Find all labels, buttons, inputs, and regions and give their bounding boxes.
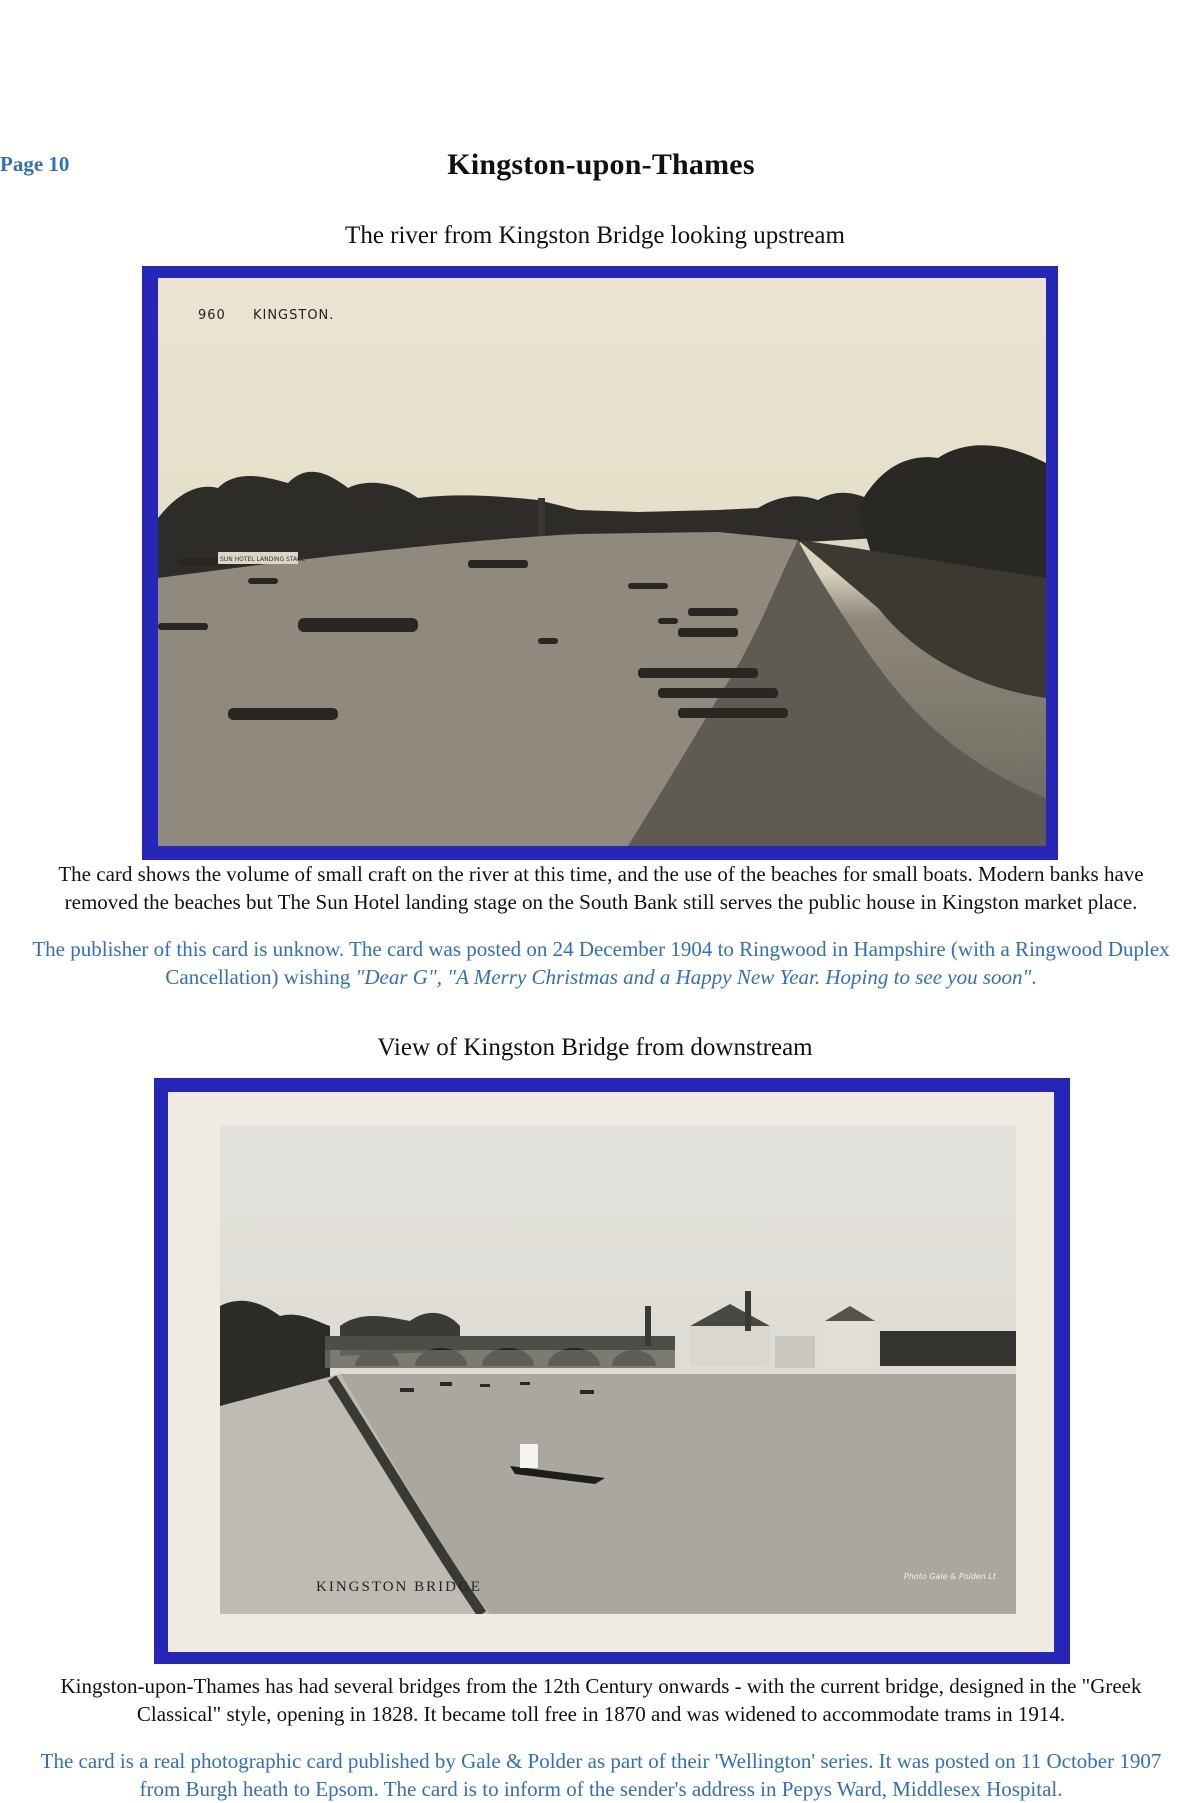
card2-postcard-image — [168, 1092, 1054, 1652]
landing-stage-sign-text: SUN HOTEL LANDING STAGE — [220, 556, 306, 563]
punt-figures — [520, 1444, 538, 1468]
card2-note: The card is a real photographic card published by Gale & Polder as part of their 'Wellington' series. It was posted on 11 October 1907 from Burgh heath to Epsom. The card is to inform of the sender's address in Pepys Ward, Middlesex Hospital. — [40, 1749, 1162, 1801]
card2-printed-title: KINGSTON BRIDGE — [316, 1579, 482, 1595]
card1-description: The card shows the volume of small craft on the river at this time, and the use of the beaches for small boats. Modern banks have removed the beaches but The Sun Hotel landing stage on the South Bank still serves the public house in Kingston market place. — [58, 862, 1144, 914]
bridge-deck — [325, 1336, 675, 1350]
card1-printed-number: 960 — [198, 308, 226, 323]
card1-note-text: The publisher of this card is unknow. The card was posted on 24 December 1904 to Ringwood in Hampshire (with a Ringwood Duplex Cancellation) wishing — [32, 937, 1170, 989]
card1-note-quote: "Dear G", "A Merry Christmas and a Happy New Year. Hoping to see you soon" — [355, 965, 1032, 989]
card1-printed-label — [198, 308, 334, 323]
card2-caption: View of Kingston Bridge from downstream — [377, 1034, 813, 1061]
card1-river-scene — [158, 278, 1046, 846]
card2-bridge-scene — [220, 1126, 1016, 1614]
page-number: Page 10 — [0, 152, 70, 176]
card2-description: Kingston-upon-Thames has had several bridges from the 12th Century onwards - with the current bridge, designed in the "Greek Classical" style, opening in 1828. It became toll free in 1870 and was widened to accommodate trams in 1914. — [60, 1674, 1142, 1726]
card2-photo — [220, 1126, 1016, 1614]
page-title: Kingston-upon-Thames — [447, 148, 755, 181]
card1-caption: The river from Kingston Bridge looking upstream — [345, 222, 845, 249]
card1-postcard-image — [158, 278, 1046, 846]
bridge-body — [325, 1350, 675, 1368]
card1-printed-place: KINGSTON. — [252, 308, 335, 323]
buildings-right — [645, 1291, 1016, 1368]
card2-publisher-mark: Photo Gale & Polden Lt — [903, 1572, 996, 1581]
card1-frame — [142, 266, 1058, 860]
card1-note — [20, 935, 1182, 991]
card2-frame — [154, 1078, 1070, 1664]
card1-note-end: . — [1031, 965, 1037, 989]
